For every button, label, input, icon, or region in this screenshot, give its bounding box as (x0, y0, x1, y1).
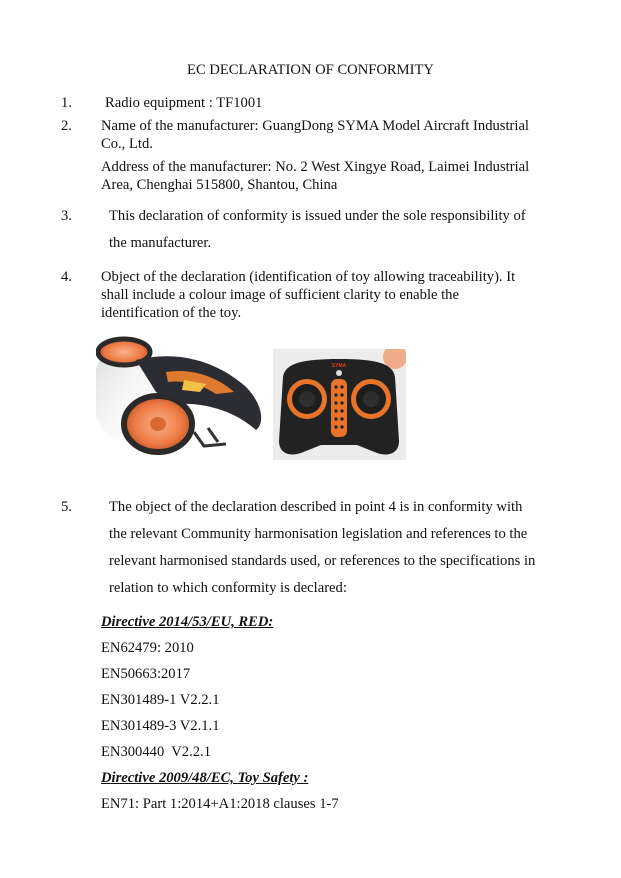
item-5-line-1: The object of the declaration described in point 4 is in conformity with (109, 499, 523, 515)
item-5-line-2: the relevant Community harmonisation legislation and references to the (109, 526, 528, 542)
item-5-line-4: relation to which conformity is declared: (109, 580, 347, 596)
item-4-line-2: shall include a colour image of sufficient clarity to enable the (101, 287, 459, 303)
directive-toy-safety-heading: Directive 2009/48/EC, Toy Safety : (101, 770, 309, 786)
item-4-line-1: Object of the declaration (identification of toy allowing traceability). It (101, 269, 516, 285)
item-5-line-3: relevant harmonised standards used, or references to the specifications in (109, 553, 536, 569)
item-1-number: 1. (61, 95, 72, 111)
item-3-number: 3. (61, 208, 72, 224)
page-title: EC DECLARATION OF CONFORMITY (187, 62, 434, 78)
remote-controller-photo (273, 349, 406, 460)
standard-item: EN301489-3 V2.1.1 (101, 718, 220, 734)
directive-red-heading: Directive 2014/53/EU, RED: (101, 614, 274, 630)
standard-item: EN62479: 2010 (101, 640, 194, 656)
standard-item: EN50663:2017 (101, 666, 191, 682)
item-3-line-2: the manufacturer. (109, 235, 212, 251)
item-2-address-line-2: Area, Chenghai 515800, Shantou, China (101, 177, 338, 193)
svg-text:SYMA: SYMA (331, 363, 347, 369)
item-2-address-line-1: Address of the manufacturer: No. 2 West Xingye Road, Laimei Industrial (101, 159, 530, 175)
item-4-line-3: identification of the toy. (101, 305, 242, 321)
item-2-number: 2. (61, 118, 72, 134)
standard-item: EN71: Part 1:2014+A1:2018 clauses 1-7 (101, 796, 339, 812)
standard-item: EN300440 V2.2.1 (101, 744, 211, 760)
item-5-number: 5. (61, 499, 72, 515)
item-2-line-1: Name of the manufacturer: GuangDong SYMA Model Aircraft Industrial (101, 118, 529, 134)
drone-photo (96, 332, 270, 458)
standard-item: EN301489-1 V2.2.1 (101, 692, 220, 708)
item-1-text: Radio equipment : TF1001 (105, 95, 263, 111)
item-4-number: 4. (61, 269, 72, 285)
item-3-line-1: This declaration of conformity is issued under the sole responsibility of (109, 208, 526, 224)
item-2-line-2: Co., Ltd. (101, 136, 153, 152)
